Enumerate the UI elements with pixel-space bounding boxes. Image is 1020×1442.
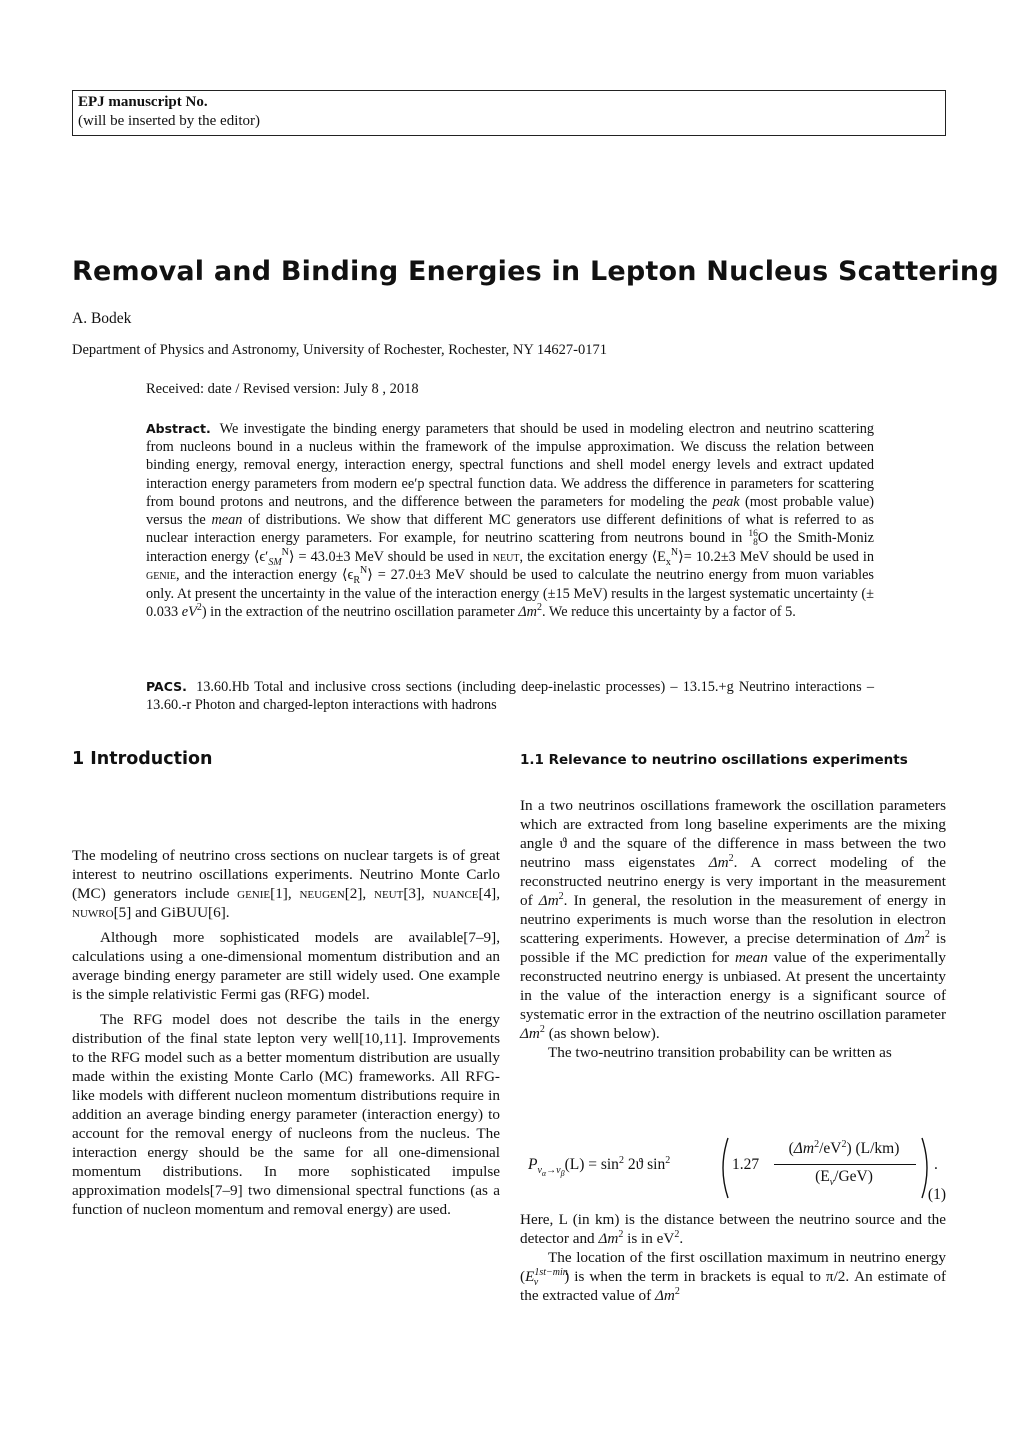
right-column-bottom (520, 1210, 946, 1305)
subsection-heading-oscillations: 1.1 Relevance to neutrino oscillations experiments (520, 752, 908, 768)
paragraph: Here, L (in km) is the distance between the neutrino source and the detector and $\Delta m^2$ is in $eV^2$. (520, 1211, 946, 1247)
fraction-bar (774, 1164, 916, 1165)
editor-note: (will be inserted by the editor) (78, 113, 261, 129)
equation-period: . (934, 1156, 938, 1173)
paragraph: Although more sophisticated models are available[7–9], calculations using a one-dimensional momentum distribution and an average binding energy parameter are still widely used. One example is the simple relativistic Fermi gas (RFG) model. (72, 929, 500, 1003)
left-column (72, 846, 500, 1219)
abstract: Abstract. We investigate the binding energy parameters that should be used in modeling electron and neutrino scattering from nucleons bound in a nucleus within the framework of the impulse approximation. We discuss the relation between binding energy, removal energy, interaction energy, spectral functions and shell model energy levels and extract updated interaction energy parameters from modern ee′p spectral function data. We address the difference in parameters for scattering from bound protons and neutrons, and the difference between the parameters for modeling the peak (most probable value) versus the mean of distributions. We show that different MC generators use different definitions of what is referred to as nuclear interaction energy parameters. For example, for neutrino scattering from neutrons bound in 16 8O the Smith-Moniz interaction energy $⟨\epsilon'_{SM}^N⟩ = 43.0\pm 3$ MeV should be used in neut, the excitation energy $⟨E_x^N⟩= 10.2\pm 3$ MeV should be used in genie, and the interaction energy $⟨\epsilon_R^N⟩ = 27.0\pm 3$ MeV should be used to calculate the neutrino energy from muon variables only. At present the uncertainty in the value of the interaction energy (±15 MeV) results in the largest systematic uncertainty (± 0.033 $eV^2$) in the extraction of the neutrino oscillation parameter $\Delta m^2$. We reduce this uncertainty by a factor of 5. (146, 421, 875, 620)
equation-1 (520, 1140, 946, 1204)
affiliation: Department of Physics and Astronomy, University of Rochester, Rochester, NY 14627-0171 (72, 342, 607, 358)
pacs-label: PACS. (146, 679, 187, 694)
equation-numerator: $(\Delta m^2/eV^2)$ (L/km) (788, 1138, 900, 1157)
paper-title: Removal and Binding Energies in Lepton Nucleus Scattering (72, 256, 999, 287)
equation-coefficient: 1.27 (732, 1156, 760, 1173)
equation-number: (1) (927, 1186, 946, 1203)
pacs-text: 13.60.Hb Total and inclusive cross sections (including deep-inelastic processes) – 13.15.+g Neutrino interactions – 13.60.-r Photon and charged-lepton interactions with hadrons (146, 679, 874, 714)
author: A. Bodek (72, 310, 132, 327)
paragraph: The location of the first oscillation maximum in neutrino energy ($E^{1st-min}_\nu$ ) is when the term in brackets is equal to π/2. An estimate of the extracted value of $\Delta m^2$ (520, 1249, 946, 1304)
editor-box (72, 90, 946, 136)
right-column-top (520, 796, 946, 1062)
left-paren (716, 1136, 730, 1200)
paragraph: The two-neutrino transition probability can be written as (548, 1044, 892, 1061)
equation-lhs: $P_{\nu_\alpha\to\nu_\beta}(L) = \sin^2 2ϑ$ $\sin^2$ (528, 1154, 671, 1179)
paragraph: The modeling of neutrino cross sections on nuclear targets is of great interest to neutrino oscillations experiments. Neutrino Monte Carlo (MC) generators include genie[1], neugen[2], neut[3], nuance[4], nuwro[5] and GiBUU[6]. (72, 847, 501, 921)
paragraph: In a two neutrinos oscillations framework the oscillation parameters which are extracted from long baseline experiments are the mixing angle ϑ and the square of the difference in mass between the two neutrino mass eigenstates $\Delta m^2$. A correct modeling of the reconstructed neutrino energy is very important in the measurement of $\Delta m^2$. In general, the resolution in the measurement of energy in neutrino experiments is much worse than the resolution in electron scattering experiments. However, a precise determination of $\Delta m^2$ is possible if the MC prediction for mean value of the experimentally reconstructed neutrino energy is unbiased. At present the uncertainty in the value of the interaction energy is a significant source of systematic error in the extraction of the neutrino oscillation parameter $\Delta m^2$ (as shown below). (520, 797, 947, 1042)
received-date: Received: date / Revised version: July 8 , 2018 (146, 381, 419, 397)
pacs (146, 678, 874, 714)
paragraph: The RFG model does not describe the tails in the energy distribution of the final state lepton very well[10,11]. Improvements to the RFG model such as a better momentum distribution are usually made within the existing Monte Carlo (MC) frameworks. All RFG-like models with different nucleon momentum distributions require in addition an average binding energy parameter (interaction energy) to account for the removal energy of nucleons from the nucleus. The interaction energy should be the same for all one-dimensional momentum distributions. In more sophisticated impulse approximation models[7–9] two dimensional spectral functions (as a function of nucleon momentum and removal energy) are used. (72, 1011, 500, 1218)
equation-denominator: $(E_\nu/GeV)$ (815, 1168, 873, 1189)
section-heading-introduction: 1 Introduction (72, 749, 213, 769)
abstract-label: Abstract. (146, 421, 211, 436)
manuscript-number-label: EPJ manuscript No. (78, 94, 208, 110)
